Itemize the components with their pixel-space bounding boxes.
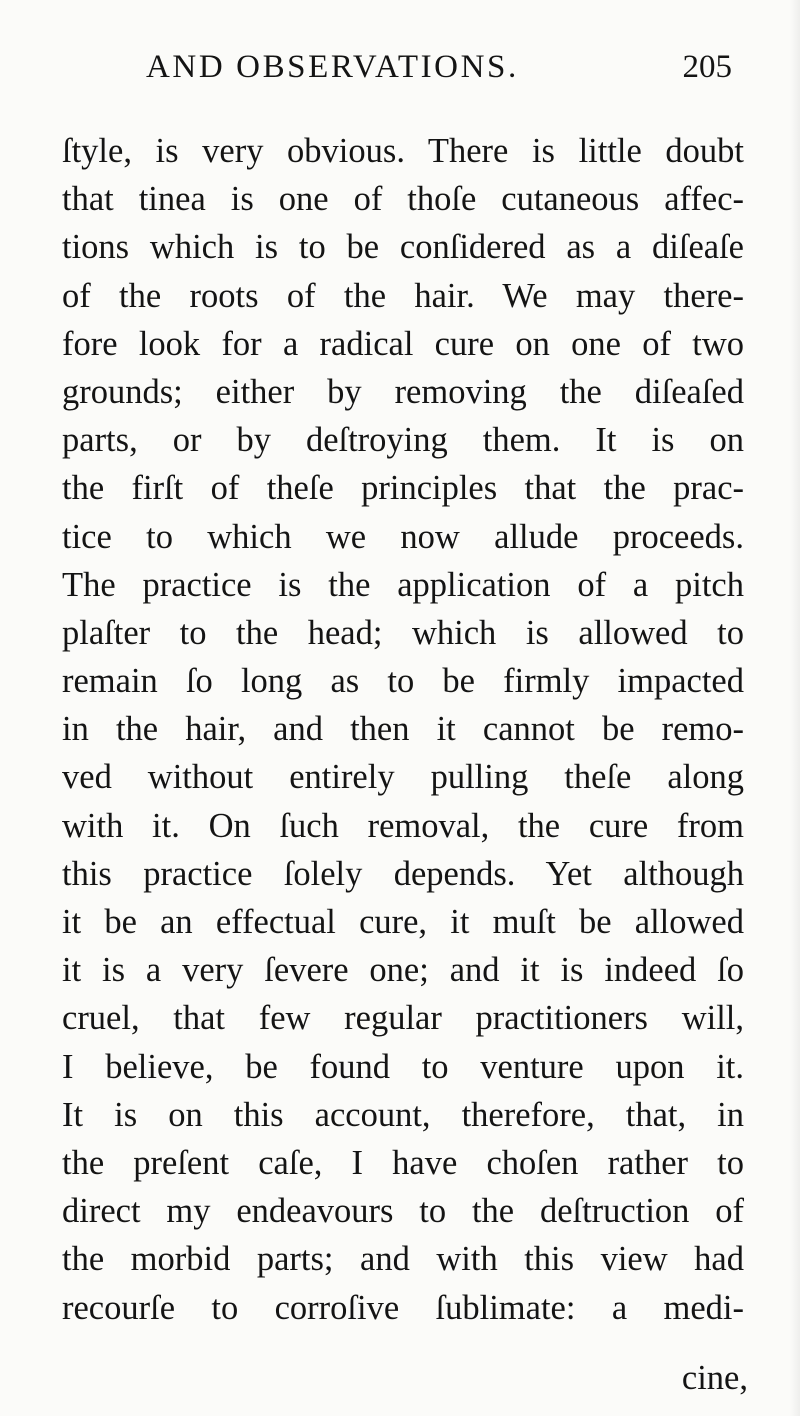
text-line: It is on this account, therefore, that, in [62,1095,744,1134]
text-line: this practice ſolely depends. Yet although [62,854,744,893]
running-title: AND OBSERVATIONS. [146,49,519,85]
text-line: it be an effectual cure, it muſt be allowed [62,903,744,941]
text-line: tice to which we now allude proceeds. [62,517,744,556]
page-edge-shadow [790,0,800,1416]
text-line: plaſter to the head; which is allowed to [62,613,744,652]
text-line: direct my endeavours to the deſtruction of [62,1192,744,1231]
text-line: I believe, be found to venture upon it. [62,1047,744,1086]
text-line: the firſt of theſe principles that the prac- [62,469,744,508]
text-line: that tinea is one of thoſe cutaneous affec- [62,180,744,219]
text-line: with it. On ſuch removal, the cure from [62,806,744,845]
text-line: parts, or by deſtroying them. It is on [62,421,744,460]
text-line: remain ſo long as to be firmly impacted [62,662,744,701]
text-line: in the hair, and then it cannot be remo- [62,710,744,749]
text-line: ſtyle, is very obvious. There is little doubt [62,132,744,170]
text-line: cruel, that few regular practitioners will, [62,999,744,1038]
text-line: of the roots of the hair. We may there- [62,276,744,315]
text-line: recourſe to corroſive ſublimate: a medi- [62,1288,744,1327]
catchword: cine, [681,1359,748,1397]
text-line: ved without entirely pulling theſe along [62,758,744,797]
text-line: the preſent caſe, I have choſen rather to [62,1143,744,1182]
text-line: it is a very ſevere one; and it is indeed ſo [62,951,744,990]
page-number: 205 [682,49,732,85]
running-head [140,42,740,92]
text-line: the morbid parts; and with this view had [62,1240,744,1279]
text-line: The practice is the application of a pitch [62,565,744,604]
text-line: fore look for a radical cure on one of two [62,324,744,363]
text-line: tions which is to be conſidered as a diſeaſe [62,228,744,267]
body-text [62,127,744,1332]
text-line: grounds; either by removing the diſeaſed [62,372,744,411]
